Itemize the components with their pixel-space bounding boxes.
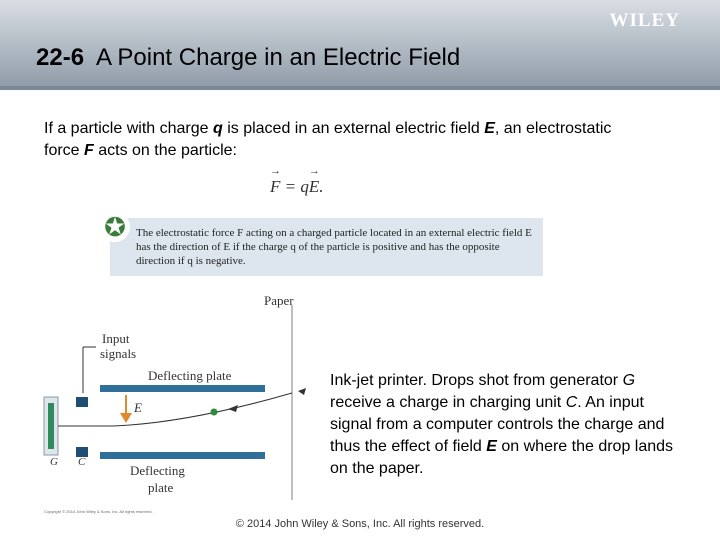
caption-part: Ink-jet printer. Drops shot from generator [330, 372, 623, 389]
intro-part: If a particle with charge [44, 120, 213, 137]
eq-equals: = q [280, 177, 309, 196]
intro-part: is placed in an external electric field [222, 120, 485, 137]
slide-title [36, 44, 460, 72]
callout-box [110, 218, 543, 276]
top-plate-label: Deflecting plate [148, 368, 232, 383]
intro-f: F [84, 142, 94, 159]
caption-part: on where the drop lands on the paper. [330, 438, 674, 477]
trajectory-arrowhead-end [298, 388, 306, 395]
generator-g [48, 403, 54, 449]
input-label-line1: Input [102, 331, 130, 346]
intro-q: q [212, 120, 223, 137]
eq-force: → F [270, 177, 280, 197]
intro-part: acts on the particle: [93, 142, 237, 159]
bottom-deflecting-plate [100, 452, 265, 459]
header-divider [0, 86, 720, 90]
caption-part: receive a charge in charging unit [330, 394, 566, 411]
bottom-plate-label-line2: plate [148, 480, 174, 495]
star-icon: ✪ [100, 212, 130, 242]
field-arrowhead [120, 413, 132, 423]
field-label: E [134, 400, 142, 415]
g-label: G [50, 456, 58, 468]
c-label: C [78, 456, 86, 468]
caption-part: . An input signal from a computer controls the charge and thus the effect of field [330, 394, 665, 455]
callout-text: The electrostatic force F acting on a charged particle located in an external electric field E has the direction of E if the charge q of the particle is positive and has the opposite direction if q is negative. [136, 227, 532, 267]
trajectory-arrowhead [228, 405, 238, 412]
figure-caption [330, 370, 680, 480]
paper-label: Paper [264, 293, 294, 308]
section-title: A Point Charge in an Electric Field [96, 44, 461, 71]
eq-end: . [319, 177, 324, 196]
eq-field: → E [309, 177, 319, 197]
intro-e: E [484, 120, 495, 137]
caption-g: G [622, 372, 636, 389]
inkjet-figure [38, 285, 308, 510]
caption-c: C [565, 394, 578, 411]
wiley-logo: WILEY [609, 10, 680, 31]
bottom-plate-label-line1: Deflecting [130, 463, 185, 478]
charging-unit-top [76, 397, 88, 407]
header-bar [0, 0, 720, 90]
ink-drop [211, 409, 218, 416]
footer-copyright: © 2014 John Wiley & Sons, Inc. All rights reserved. [235, 518, 485, 530]
force-equation [270, 177, 324, 197]
drop-trajectory [58, 393, 292, 426]
intro-text [44, 118, 644, 162]
figure-copyright: Copyright © 2014 John Wiley & Sons, Inc. All rights reserved. [44, 509, 153, 514]
caption-e: E [486, 438, 497, 455]
section-number: 22-6 [36, 44, 85, 71]
top-deflecting-plate [100, 385, 265, 392]
intro-part: , an electrostatic force [44, 120, 612, 159]
input-label-line2: signals [100, 346, 137, 361]
